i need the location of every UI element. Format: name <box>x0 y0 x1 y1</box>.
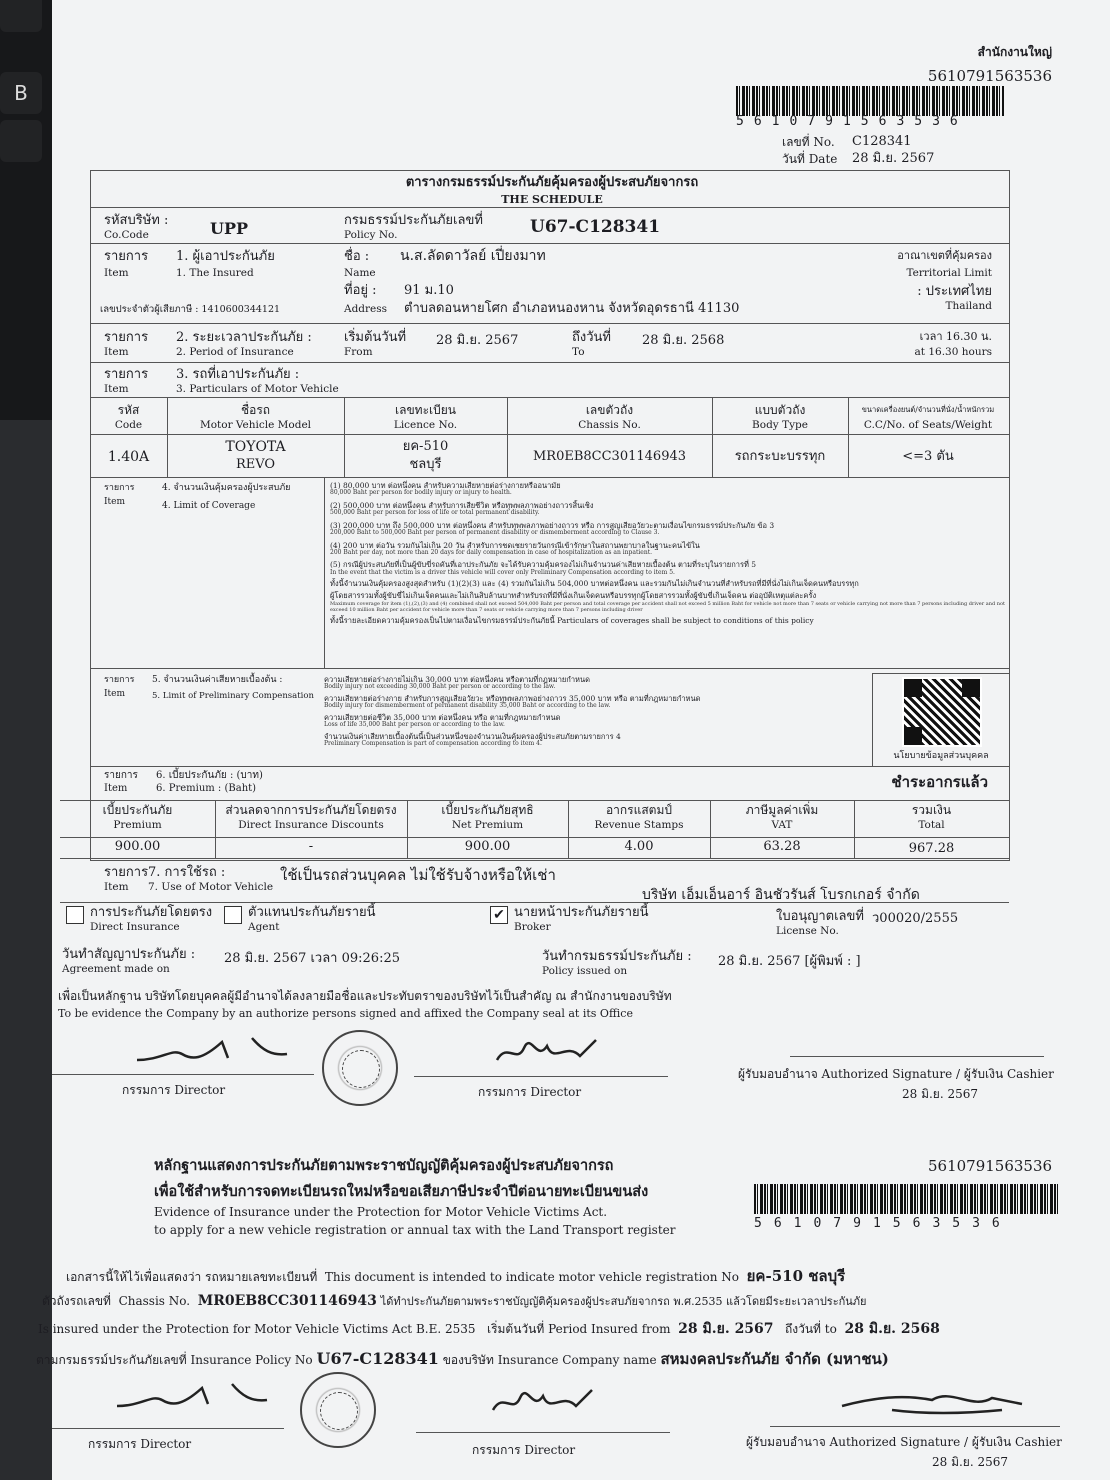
vehicle-header-model-th: ชื่อรถ <box>240 403 271 417</box>
broker-name: บริษัท เอ็มเอ็นอาร์ อินชัวรันส์ โบรกเกอร์ จำกัด <box>642 887 920 903</box>
divider <box>90 477 1009 478</box>
vehicle-header-code-th: รหัส <box>117 403 140 417</box>
address-line-2: ตำบลดอนหายโศก อำเภอหนองหาน จังหวัดอุดรธานี 41130 <box>404 301 740 316</box>
vehicle-header-licence-en: Licence No. <box>393 419 458 431</box>
evidence-line4-company-th: ของบริษัท <box>442 1353 494 1367</box>
vehicle-body-type: รถกระบะบรรทุก <box>734 449 826 464</box>
director-label: กรรมการ Director <box>122 1083 226 1097</box>
date-label-th: วันที่ <box>782 152 805 166</box>
coverage-line-en: 200 Baht per day, not more than 20 days for daily compensation in case of hospitalization as an inpatient. <box>330 548 653 556</box>
coverage-line-en: 500,000 Baht per person for loss of life or total permanent disability. <box>330 509 540 517</box>
vat-value: 63.28 <box>763 839 801 854</box>
coverage-line: (2) 500,000 บาท ต่อหนึ่งคน สำหรับการเสียชีวิต หรือทุพพลภาพอย่างถาวรสิ้นเชิง <box>330 500 594 510</box>
doc-date-value: 28 มิ.ย. 2567 <box>852 151 935 166</box>
agreement-made-label-en: Agreement made on <box>62 963 170 975</box>
divider <box>90 668 1009 669</box>
license-label-th: ใบอนุญาตเลขที่ <box>776 909 864 924</box>
coverage-line-en: 80,000 Baht per person for bodily injury or injury to health. <box>330 489 512 497</box>
date-label-en: Date <box>808 152 838 166</box>
keyboard-key <box>0 120 42 162</box>
authorized-signature-label: ผู้รับมอบอำนาจ Authorized Signature / ผู้รับเงิน Cashier <box>746 1435 1062 1449</box>
evidence-to-date: 28 มิ.ย. 2568 <box>844 1321 940 1337</box>
vat-header-th: ภาษีมูลค่าเพิ่ม <box>745 803 819 817</box>
vehicle-header-body-en: Body Type <box>752 419 808 431</box>
preliminary-line-en: Bodily injury for dismemberment of permanent disability 35,000 Baht or according to the law. <box>324 702 611 710</box>
period-time-th: เวลา 16.30 น. <box>919 330 992 343</box>
use-value: ใช้เป็นรถส่วนบุคคล ไม่ใช้รับจ้างหรือให้เช่า <box>280 866 556 884</box>
director-label: กรรมการ Director <box>478 1085 582 1099</box>
to-label-en: To <box>572 346 585 358</box>
coverage-label-th: 4. จำนวนเงินคุ้มครองผู้ประสบภัย <box>162 483 291 493</box>
evidence-line2-tail: ได้ทำประกันภัยตามพระราชบัญญัติคุ้มครองผู้ประสบภัยจากรถ พ.ศ.2535 แล้วโดยมีระยะเวลาประกันภัย <box>380 1295 867 1308</box>
divider <box>90 397 1009 398</box>
use-label-th: 7. การใช้รถ : <box>148 865 226 880</box>
keyboard-key-b: B <box>0 72 42 114</box>
preliminary-line-en: Loss of life 35,000 Baht per person or according to the law. <box>324 720 505 728</box>
item-label-en: Item <box>104 267 129 279</box>
stamp-duty-paid-note: ชำระอากรแล้ว <box>891 773 988 791</box>
vehicle-code: 1.40A <box>107 449 150 465</box>
coverage-line: (5) กรณีผู้ประสบภัยที่เป็นผู้ขับขี่รถคันที่เอาประกันภัย จะได้รับความคุ้มครองไม่เกินจำนวนค่าเสียหายเบื้องต้น ตามที่ระบุในรายการที่ 5 <box>330 560 757 570</box>
vehicle-licence-line-2: ชลบุรี <box>409 457 442 472</box>
name-label-en: Name <box>344 267 376 279</box>
coverage-line: ทั้งนี้รายละเอียดความคุ้มครองเป็นไปตามเงื่อนไขกรมธรรม์ประกันภัยนี้ Particulars of coverages shall be subject to conditions of this policy <box>330 615 814 625</box>
evidence-doc-number: 5610791563536 <box>928 1157 1053 1175</box>
evidence-text-th: เพื่อเป็นหลักฐาน บริษัทโดยบุคคลผู้มีอำนาจได้ลงลายมือชื่อและประทับตราของบริษัทไว้เป็นสำคัญ ณ สำนักงานของบริษัท <box>58 989 672 1003</box>
no-label-en: No. <box>813 135 835 149</box>
net-premium-header-th: เบี้ยประกันภัยสุทธิ <box>441 803 534 817</box>
net-premium-header-en: Net Premium <box>451 819 524 831</box>
premium-label-th: 6. เบี้ยประกันภัย : (บาท) <box>156 770 263 781</box>
vehicle-label-en: 3. Particulars of Motor Vehicle <box>176 383 339 395</box>
vehicle-model-line-1: TOYOTA <box>225 439 286 455</box>
doc-no-value: C128341 <box>852 134 912 149</box>
vat-header-en: VAT <box>771 819 793 831</box>
item-label-th: รายการ <box>104 865 149 880</box>
no-label-th: เลขที่ <box>782 135 810 149</box>
evidence-line1-en: This document is intended to indicate motor vehicle registration No <box>324 1270 739 1284</box>
period-from-date: 28 มิ.ย. 2567 <box>436 333 519 348</box>
coverage-line: (3) 200,000 บาท ถึง 500,000 บาท ต่อหนึ่งคน สำหรับทุพพลภาพอย่างถาวร หรือ การสูญเสียอวัยวะตามเงื่อนไขกรมธรรม์ประกันภัย ข้อ 3 <box>330 520 775 530</box>
item-label-th: รายการ <box>104 330 149 345</box>
item-label-th: รายการ <box>104 770 138 781</box>
evidence-title-th-1: หลักฐานแสดงการประกันภัยตามพระราชบัญญัติคุ้มครองผู้ประสบภัยจากรถ <box>154 1157 614 1174</box>
item-label-th: รายการ <box>104 675 135 685</box>
director-label: กรรมการ Director <box>88 1437 192 1451</box>
preliminary-lines <box>324 676 864 747</box>
coverage-line: ผู้โดยสารรวมทั้งผู้ขับขี่ไม่เกินเจ็ดคนและไม่เกินสิบล้านบาทสำหรับรถที่มีที่นั่งเกินเจ็ดคนหรือบรรทุกผู้โดยสารรวมทั้งผู้ขับขี่เกินเจ็ดคน ต่ออุบัติเหตุแต่ละครั้ง <box>330 591 817 601</box>
evidence-line4-en: Insurance Policy No <box>190 1353 313 1367</box>
total-header-en: Total <box>918 819 945 831</box>
premium-value: 900.00 <box>114 839 161 854</box>
item-label-en: Item <box>104 346 129 358</box>
coverage-line-en: 200,000 Baht to 500,000 Baht per person of permanent disability or dismemberment according to Clause 3. <box>330 528 660 536</box>
vehicle-header-model-en: Motor Vehicle Model <box>199 419 312 431</box>
period-label-en: 2. Period of Insurance <box>176 346 294 358</box>
vehicle-header-code-en: Code <box>114 419 143 431</box>
name-label-th: ชื่อ : <box>344 249 370 264</box>
evidence-chassis: MR0EB8CC301146943 <box>197 1293 377 1309</box>
co-code-label-th: รหัสบริษัท : <box>104 213 169 228</box>
divider <box>90 434 1009 435</box>
item-label-th: รายการ <box>104 483 135 493</box>
evidence-line3-to-en: to <box>824 1322 837 1336</box>
coverage-label-en: 4. Limit of Coverage <box>162 501 256 511</box>
divider <box>90 766 1009 767</box>
authorized-date: 28 มิ.ย. 2567 <box>932 1455 1009 1469</box>
divider <box>60 800 1009 801</box>
company-seal <box>300 1372 376 1448</box>
broker-label-en: Broker <box>514 921 551 933</box>
keyboard-key <box>0 0 42 32</box>
evidence-registration: ยค-510 ชลบุรี <box>746 1267 846 1285</box>
item-label-en: Item <box>104 497 126 507</box>
item-label-th: รายการ <box>104 367 149 382</box>
preliminary-line: จำนวนเงินค่าเสียหายเบื้องต้นนี้เป็นส่วนหนึ่งของจำนวนเงินคุ้มครองผู้ประสบภัยตามรายการ 4 <box>324 731 621 741</box>
coverage-lines <box>330 482 1006 625</box>
vehicle-label-th: 3. รถที่เอาประกันภัย : <box>176 367 300 382</box>
director-signature-3 <box>112 1376 272 1416</box>
premium-header-en: Premium <box>113 819 162 831</box>
divider <box>90 362 1009 363</box>
vehicle-header-body-th: แบบตัวถัง <box>754 403 806 417</box>
signature-line <box>52 1074 314 1075</box>
insured-label-en: 1. The Insured <box>176 267 254 279</box>
total-value: 967.28 <box>908 841 955 856</box>
direct-insurance-label-en: Direct Insurance <box>90 921 180 933</box>
evidence-line3-act: Is insured under the Protection for Motor Vehicle Victims Act B.E. 2535 <box>38 1322 476 1336</box>
office-label: สำนักงานใหญ่ <box>977 45 1052 59</box>
preliminary-line: ความเสียหายต่อร่างกาย สำหรับการสูญเสียอวัยวะ หรือทุพพลภาพอย่างถาวร 35,000 บาท หรือ ตามที่กฎหมายกำหนด <box>324 693 701 703</box>
discount-header-en: Direct Insurance Discounts <box>238 819 384 831</box>
authorized-date: 28 มิ.ย. 2567 <box>902 1087 979 1101</box>
address-label-th: ที่อยู่ : <box>344 283 377 298</box>
vehicle-model-line-2: REVO <box>235 457 276 472</box>
coverage-line-en: Maximum coverage for item (1),(2),(3) and (4) combined shall not exceed 504,000 Baht per person and total coverage per accident shall not exceed 5 million Baht for vehicle not more than 7 seats or vehicle carrying not more than 7 persons including driver and not exceed 10 million Baht per accident for vehicle more than 7 seats or vehicle carrying more than 7 persons including driver <box>330 600 1005 613</box>
divider <box>90 243 1009 244</box>
co-code-label-en: Co.Code <box>104 229 149 241</box>
preliminary-line: ความเสียหายต่อร่างกายไม่เกิน 30,000 บาท ต่อหนึ่งคน หรือตามที่กฎหมายกำหนด <box>324 675 590 684</box>
use-label-en: 7. Use of Motor Vehicle <box>148 881 274 893</box>
tax-id: เลขประจำตัวผู้เสียภาษี : 1410600344121 <box>100 304 281 315</box>
schedule-title-th: ตารางกรมธรรม์ประกันภัยคุ้มครองผู้ประสบภัยจากรถ <box>405 175 699 190</box>
license-number: ว00020/2555 <box>872 911 959 926</box>
from-label-th: เริ่มต้นวันที่ <box>344 330 407 345</box>
evidence-line3-from-en: Period Insured from <box>548 1322 671 1336</box>
item-label-en: Item <box>104 689 126 699</box>
stamps-value: 4.00 <box>624 839 654 854</box>
preliminary-line-en: Preliminary Compensation is part of compensation according to item 4. <box>324 739 542 747</box>
item-label-en: Item <box>104 783 128 794</box>
policy-no-label-en: Policy No. <box>344 229 398 241</box>
territory-value-en: Thailand <box>945 300 992 312</box>
stamps-header-th: อากรแสตมป์ <box>605 803 673 817</box>
barcode-digits: 5610791563536 <box>736 114 968 129</box>
agreement-made-value: 28 มิ.ย. 2567 เวลา 09:26:25 <box>224 951 401 966</box>
address-label-en: Address <box>344 303 388 315</box>
vehicle-header-chassis-en: Chassis No. <box>578 419 641 431</box>
policy-issued-value: 28 มิ.ย. 2567 [ผู้พิมพ์ : ] <box>718 954 861 969</box>
evidence-title-en-2: to apply for a new vehicle registration or annual tax with the Land Transport register <box>154 1223 676 1237</box>
divider <box>60 858 1009 859</box>
broker-checkbox[interactable]: ✔ <box>490 906 508 924</box>
item-label-en: Item <box>104 881 129 893</box>
from-label-en: From <box>344 346 373 358</box>
preliminary-label-th: 5. จำนวนเงินค่าเสียหายเบื้องต้น : <box>152 675 283 685</box>
signature-line <box>414 1076 668 1077</box>
insured-name: น.ส.ลัดดาวัลย์ เปี่ยงมาท <box>400 248 546 264</box>
discount-header-th: ส่วนลดจากการประกันภัยโดยตรง <box>225 803 397 817</box>
insured-label-th: 1. ผู้เอาประกันภัย <box>176 249 275 264</box>
evidence-line3-to-th: ถึงวันที่ <box>784 1322 821 1336</box>
evidence-line2-en: Chassis No. <box>118 1294 191 1308</box>
territory-label-en: Territorial Limit <box>906 267 992 279</box>
divider <box>90 207 1009 208</box>
vehicle-header-chassis-th: เลขตัวถัง <box>585 403 634 417</box>
divider <box>324 477 325 668</box>
agent-label-en: Agent <box>248 921 280 933</box>
qr-caption: นโยบายข้อมูลส่วนบุคคล <box>893 751 989 761</box>
evidence-line1-th: เอกสารนี้ให้ไว้เพื่อแสดงว่า รถหมายเลขทะเบียนที่ <box>66 1270 318 1284</box>
period-to-date: 28 มิ.ย. 2568 <box>642 333 725 348</box>
preliminary-label-en: 5. Limit of Preliminary Compensation <box>152 691 314 701</box>
preliminary-line: ความเสียหายต่อชีวิต 35,000 บาท ต่อหนึ่งคน หรือ ตามที่กฎหมายกำหนด <box>324 712 561 722</box>
evidence-policy-no: U67-C128341 <box>316 1349 439 1368</box>
vehicle-chassis: MR0EB8CC301146943 <box>532 449 687 464</box>
to-label-th: ถึงวันที่ <box>572 330 611 345</box>
director-signature-4 <box>488 1384 598 1420</box>
agent-label-th: ตัวแทนประกันภัยรายนี้ <box>248 905 376 920</box>
agent-checkbox[interactable] <box>224 906 242 924</box>
discount-value: - <box>308 839 314 854</box>
item-label-th: รายการ <box>104 249 149 264</box>
evidence-title-en-1: Evidence of Insurance under the Protection for Motor Vehicle Victims Act. <box>154 1205 608 1219</box>
evidence-line2-th: ตัวถังรถเลขที่ <box>42 1294 111 1308</box>
net-premium-value: 900.00 <box>464 839 511 854</box>
signature-line <box>52 1428 284 1429</box>
evidence-from-date: 28 มิ.ย. 2567 <box>678 1321 774 1337</box>
broker-label-th: นายหน้าประกันภัยรายนี้ <box>514 905 649 920</box>
barcode <box>736 86 1004 116</box>
territory-label-th: อาณาเขตที่คุ้มครอง <box>897 249 992 262</box>
stamps-header-en: Revenue Stamps <box>594 819 684 831</box>
evidence-line4-company-en: Insurance Company name <box>497 1353 657 1367</box>
coverage-line: ทั้งนี้จำนวนเงินคุ้มครองสูงสุดสำหรับ (1)(2)(3) และ (4) รวมกันไม่เกิน 504,000 บาทต่อหนึ่งคน และรวมกันไม่เกินจำนวนที่สำหรับรถที่มีที่นั่งไม่เกินเจ็ดคนหรือบรรทุก <box>330 579 859 589</box>
policy-issued-label-th: วันทำกรมธรรม์ประกันภัย : <box>542 949 692 964</box>
premium-label-en: 6. Premium : (Baht) <box>156 783 257 794</box>
preliminary-line-en: Bodily injury not exceeding 30,000 Baht per person or according to the law. <box>324 683 556 691</box>
period-label-th: 2. ระยะเวลาประกันภัย : <box>176 330 312 345</box>
insurance-document <box>36 0 1110 1480</box>
coverage-line: (4) 200 บาท ต่อวัน รวมกันไม่เกิน 20 วัน สำหรับการชดเชยรายวันกรณีเข้ารักษาในสถานพยาบาลในฐานะคนไข้ใน <box>330 540 700 550</box>
coverage-line-en: In the event that the victim is a driver this vehicle will cover only Preliminary Compensation according to item 5. <box>330 568 675 576</box>
coverage-line: (1) 80,000 บาท ต่อหนึ่งคน สำหรับความเสียหายต่อร่างกายหรืออนามัย <box>330 481 561 490</box>
director-signature-1 <box>132 1030 292 1070</box>
director-label: กรรมการ Director <box>472 1443 576 1457</box>
vehicle-header-seats-th: ขนาดเครื่องยนต์/จำนวนที่นั่ง/น้ำหนักรวม <box>861 405 995 414</box>
signature-line <box>416 1432 670 1433</box>
director-signature-2 <box>492 1034 602 1070</box>
total-header-th: รวมเงิน <box>911 803 952 817</box>
evidence-barcode-digits: 5610791563536 <box>754 1216 1012 1231</box>
direct-insurance-label-th: การประกันภัยโดยตรง <box>90 905 213 920</box>
vehicle-seats: <=3 ตัน <box>902 449 954 464</box>
evidence-company-name: สหมงคลประกันภัย จำกัด (มหาชน) <box>660 1350 889 1368</box>
evidence-title-th-2: เพื่อใช้สำหรับการจดทะเบียนรถใหม่หรือขอเสียภาษีประจำปีต่อนายทะเบียนขนส่ง <box>154 1183 649 1200</box>
evidence-line3-from-th: เริ่มต้นวันที่ <box>486 1322 545 1336</box>
vehicle-header-seats-en: C.C/No. of Seats/Weight <box>863 419 993 431</box>
license-label-en: License No. <box>776 925 839 937</box>
policy-no-value: U67-C128341 <box>530 217 661 237</box>
signature-line <box>770 1426 1060 1427</box>
schedule-title-en: THE SCHEDULE <box>501 193 603 206</box>
evidence-line4-th: ตามกรมธรรม์ประกันภัยเลขที่ <box>36 1353 187 1367</box>
policy-no-label-th: กรมธรรม์ประกันภัยเลขที่ <box>344 213 483 228</box>
evidence-barcode <box>754 1184 1060 1214</box>
premium-header-th: เบี้ยประกันภัย <box>102 803 173 817</box>
territory-value-th: : ประเทศไทย <box>917 284 992 299</box>
divider <box>60 837 1009 838</box>
company-seal <box>322 1030 398 1106</box>
privacy-qr-code[interactable] <box>902 677 982 747</box>
authorized-signature <box>832 1380 1032 1420</box>
signature-line <box>790 1056 1044 1057</box>
doc-number: 5610791563536 <box>927 67 1052 85</box>
evidence-text-en: To be evidence the Company by an authorize persons signed and affixed the Company seal at its Office <box>58 1007 633 1020</box>
period-time-en: at 16.30 hours <box>914 346 992 358</box>
policy-issued-label-en: Policy issued on <box>542 965 628 977</box>
vehicle-licence-line-1: ยค-510 <box>402 439 449 454</box>
direct-insurance-checkbox[interactable] <box>66 906 84 924</box>
co-code-value: UPP <box>210 219 249 238</box>
agreement-made-label-th: วันทำสัญญาประกันภัย : <box>62 947 196 962</box>
item-label-en: Item <box>104 383 129 395</box>
vehicle-header-licence-th: เลขทะเบียน <box>395 403 456 417</box>
address-line-1: 91 ม.10 <box>404 283 454 298</box>
divider <box>90 323 1009 324</box>
authorized-signature-label: ผู้รับมอบอำนาจ Authorized Signature / ผู้รับเงิน Cashier <box>738 1067 1054 1081</box>
